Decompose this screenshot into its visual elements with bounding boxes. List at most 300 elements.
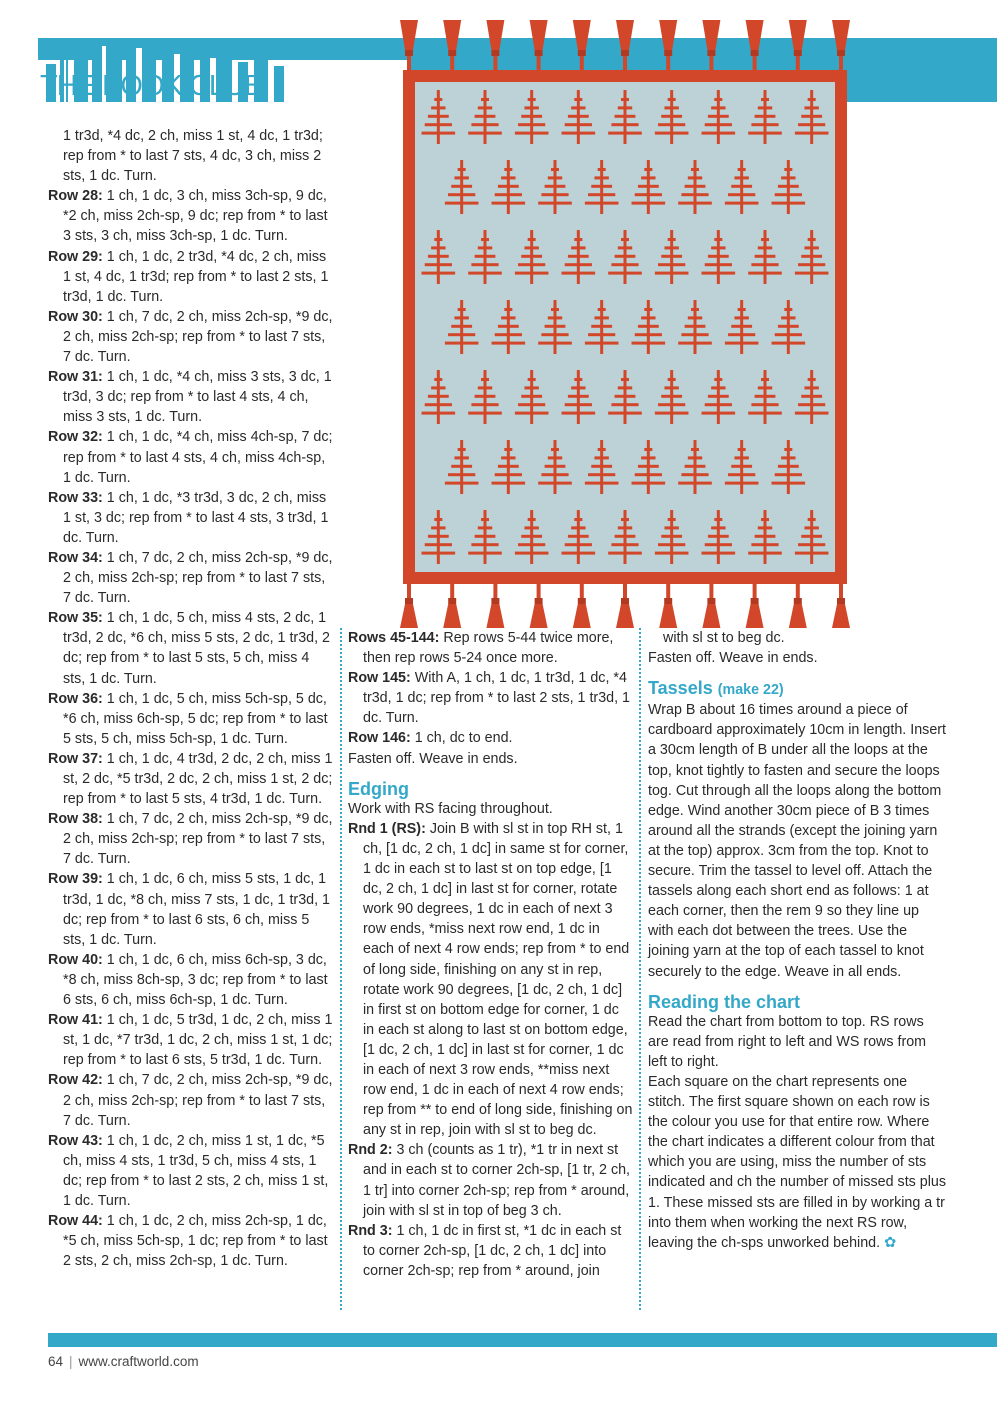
tree-branch (685, 465, 706, 468)
row-instruction-label: Row 37: (48, 750, 103, 767)
tassel (659, 584, 677, 628)
tassel-cord (450, 56, 454, 72)
tree-branch (451, 185, 472, 188)
tassel-strands (530, 20, 548, 50)
tree-branch (431, 106, 445, 109)
tree-branch (775, 193, 802, 196)
tree-branch (644, 448, 652, 451)
tree-branch (565, 123, 592, 126)
continued-row (48, 126, 333, 186)
tree-branch (565, 543, 592, 546)
tree-branch (528, 238, 536, 241)
tree-branch (548, 316, 562, 319)
row-instruction-label: Rows 45-144: (348, 630, 440, 646)
row-instruction-text: 1 ch, 7 dc, 2 ch, miss 2ch-sp, *9 dc, 2 ch, miss 2ch-sp; rep from * to last 7 sts, 7 dc. Turn. (63, 811, 333, 868)
tree-branch (501, 456, 515, 459)
tassel-cord (537, 56, 541, 72)
tree-branch (562, 272, 596, 275)
tassel-cord (580, 56, 584, 72)
tree-branch (611, 403, 638, 406)
tree-branch (691, 448, 699, 451)
tree-branch (668, 238, 676, 241)
row-instruction-label: Row 36: (48, 690, 103, 707)
tree-branch (658, 123, 685, 126)
tassel-knot (837, 598, 845, 604)
tree-branch (632, 342, 666, 345)
tree-branch (478, 106, 492, 109)
tree-branch (632, 482, 666, 485)
tassel (400, 20, 418, 72)
tree-branch (468, 552, 502, 555)
tree-branch (571, 526, 585, 529)
tree-branch (562, 132, 596, 135)
tree-branch (664, 246, 678, 249)
tree-branch (784, 308, 792, 311)
row-instruction-text: 1 ch, 1 dc, 2 tr3d, *4 dc, 2 ch, miss 1 st, 4 dc, 1 tr3d; rep from * to last 2 sts, 1 tr3d, 1 dc. Turn. (63, 248, 329, 305)
tassel-knot (664, 598, 672, 604)
tree-branch (475, 535, 496, 538)
tassel-cord (796, 56, 800, 72)
tree-branch (425, 403, 452, 406)
tassel-strands (659, 604, 677, 628)
tree-branch (451, 325, 472, 328)
row-instruction-label: Row 28: (48, 188, 103, 205)
tree-branch (478, 526, 492, 529)
tree-branch (608, 552, 642, 555)
tree-branch (598, 308, 606, 311)
column-2 (348, 628, 633, 1281)
row-instruction-text: 1 ch, dc to end. (410, 730, 513, 747)
tree-branch (685, 325, 706, 328)
row-instruction (48, 869, 333, 949)
tassel-strands (789, 604, 807, 628)
tree-branch (428, 255, 449, 258)
tree-branch (738, 448, 746, 451)
tree-branch (778, 325, 799, 328)
tree-branch (795, 412, 829, 415)
tree-branch (705, 123, 732, 126)
tree-branch (661, 535, 682, 538)
tree-branch (521, 115, 542, 118)
tassel-knot (621, 598, 629, 604)
tree-branch (538, 342, 572, 345)
row-instruction-label: Row 41: (48, 1012, 103, 1029)
tassels-instructions: Wrap B about 16 times around a piece of cardboard approximately 10cm in length. Insert a 30cm length of B under all the loops at the top, knot tightly to fasten and secure the loops tog. Cut through all the loops along the bottom edge. Wind another 30cm piece of B 3 times around all the strands (except the joining yarn at the top) approx. 3cm from the top. Knot to secure. Trim the tassel to level off. Attach the tassels along each short end as follows: 1 at each corner, then the rem 9 so they line up with each dot between the trees. Use the joining yarn at the top of each tassel to knot securely to the edge. Weave in all ends. (648, 702, 947, 980)
tree-branch (664, 106, 678, 109)
tree-branch (728, 333, 755, 336)
tree-branch (655, 412, 689, 415)
tree-branch (454, 176, 468, 179)
tassel-knot (491, 50, 499, 56)
tree-branch (471, 543, 498, 546)
tree-branch (714, 98, 722, 101)
tree-branch (761, 378, 769, 381)
tassel-knot (535, 50, 543, 56)
tree-branch (568, 535, 589, 538)
blanket-photo (395, 18, 855, 628)
tassel-strands (659, 20, 677, 50)
tree-branch (565, 403, 592, 406)
tree-branch (725, 342, 759, 345)
tassel-strands (702, 20, 720, 50)
tassel (789, 20, 807, 72)
tassel (616, 20, 634, 72)
tree-branch (618, 106, 632, 109)
tree-branch (798, 403, 825, 406)
tree-branch (688, 316, 702, 319)
fasten-off-text: Fasten off. Weave in ends. (348, 750, 518, 767)
tree-branch (731, 185, 752, 188)
tree-branch (518, 123, 545, 126)
row-instruction (348, 628, 633, 668)
tassel-strands (573, 604, 591, 628)
tree-branch (571, 386, 585, 389)
tassel-strands (443, 20, 461, 50)
tree-branch (471, 263, 498, 266)
tree-branch (585, 342, 619, 345)
tree-branch (748, 132, 782, 135)
tree-branch (738, 168, 746, 171)
column-1 (48, 126, 333, 1271)
tree-branch (428, 535, 449, 538)
tassel-cord (666, 56, 670, 72)
tree-branch (804, 526, 818, 529)
tree-branch (425, 543, 452, 546)
tree-branch (541, 193, 568, 196)
tree-branch (528, 518, 536, 521)
tree-branch (501, 176, 515, 179)
column-divider-1 (340, 628, 342, 1310)
round-instruction (348, 1221, 633, 1281)
row-instruction (348, 728, 633, 748)
tassel (530, 20, 548, 72)
footer (48, 1354, 199, 1369)
tree-branch (458, 448, 466, 451)
column-divider-2 (639, 628, 641, 1310)
tree-branch (504, 168, 512, 171)
bottom-tassels (400, 584, 850, 628)
tree-branch (751, 263, 778, 266)
tassel-knot (707, 598, 715, 604)
tree-branch (725, 482, 759, 485)
tree-branch (618, 526, 632, 529)
tree-branch (504, 448, 512, 451)
tree-branch (524, 386, 538, 389)
tree-branch (454, 316, 468, 319)
tree-branch (702, 412, 736, 415)
tree-branch (445, 202, 479, 205)
tree-branch (545, 465, 566, 468)
tree-branch (434, 98, 442, 101)
tree-branch (795, 132, 829, 135)
col2-rows (348, 628, 633, 749)
tree-branch (781, 176, 795, 179)
tree-branch (658, 543, 685, 546)
tree-branch (574, 98, 582, 101)
brand-title: THE BOOK CLUB (40, 70, 263, 102)
tree-branch (705, 403, 732, 406)
tree-branch (681, 333, 708, 336)
tree-branch (755, 115, 776, 118)
tree-branch (568, 395, 589, 398)
tree-branch (748, 552, 782, 555)
tree-branch (434, 518, 442, 521)
tassel (702, 584, 720, 628)
tree-branch (661, 395, 682, 398)
tree-branch (798, 263, 825, 266)
tree-branch (638, 465, 659, 468)
round-instruction-text: 1 ch, 1 dc in first st, *1 dc in each st to corner 2ch-sp, [1 dc, 2 ch, 1 dc] into corner 2ch-sp; rep from * around, join (363, 1222, 622, 1279)
tree-branch (568, 115, 589, 118)
tassel-knot (664, 50, 672, 56)
tree-branch (711, 246, 725, 249)
tassel (789, 584, 807, 628)
tree-branch (538, 202, 572, 205)
row-instruction-text: 1 ch, 1 dc, 4 tr3d, 2 dc, 2 ch, miss 1 st, 2 dc, *5 tr3d, 2 dc, 2 ch, miss 1 st, 2 dc; rep from * to last 5 sts, 4 tr3d, 1 dc. Turn. (63, 750, 333, 808)
row-instruction (48, 1211, 333, 1271)
tassel-cord (709, 584, 713, 598)
tree-branch (425, 123, 452, 126)
tree-branch (521, 395, 542, 398)
tree-branch (655, 552, 689, 555)
tree-branch (585, 482, 619, 485)
tree-branch (804, 246, 818, 249)
tassel-knot (535, 598, 543, 604)
tree-branch (641, 316, 655, 319)
tree-branch (611, 263, 638, 266)
tree-branch (574, 238, 582, 241)
tree-branch (618, 386, 632, 389)
row-instruction (48, 427, 333, 487)
tree-branch (495, 473, 522, 476)
tree-branch (434, 378, 442, 381)
tree-branch (644, 168, 652, 171)
tree-branch (481, 98, 489, 101)
tree-branch (621, 98, 629, 101)
tree-branch (688, 456, 702, 459)
row-instruction-label: Row 39: (48, 871, 103, 888)
tree-branch (714, 238, 722, 241)
tree-branch (755, 395, 776, 398)
tassel-cord (580, 584, 584, 598)
tree-branch (751, 123, 778, 126)
tree-branch (448, 333, 475, 336)
row-instruction-text: 1 ch, 1 dc, 6 ch, miss 5 sts, 1 dc, 1 tr3d, 1 dc, *8 ch, miss 7 sts, 1 dc, 1 tr3d, 1 dc; rep from * to last 6 sts, 6 ch, miss 5 sts, 1 dc. Turn. (63, 871, 330, 948)
tree-branch (524, 526, 538, 529)
tree-branch (521, 535, 542, 538)
tassel-cord (839, 584, 843, 598)
tree-branch (658, 403, 685, 406)
tree-branch (681, 473, 708, 476)
tree-branch (518, 403, 545, 406)
round-instruction (348, 819, 633, 1141)
tree-branch (808, 238, 816, 241)
tassel (400, 584, 418, 628)
tree-branch (635, 333, 662, 336)
tree-branch (688, 176, 702, 179)
tree-branch (798, 123, 825, 126)
tree-branch (528, 378, 536, 381)
tree-branch (708, 395, 729, 398)
row-instruction-label: Row 146: (348, 730, 411, 747)
tassel-cord (407, 56, 411, 72)
tree-branch (772, 202, 806, 205)
tree-branch (574, 518, 582, 521)
tree-branch (524, 106, 538, 109)
tree-branch (664, 526, 678, 529)
row-instruction-label: Row 31: (48, 369, 103, 386)
tree-branch (422, 272, 456, 275)
tree-branch (495, 193, 522, 196)
tree-branch (711, 386, 725, 389)
tassel-strands (530, 604, 548, 628)
tree-branch (588, 473, 615, 476)
tree-branch (615, 255, 636, 258)
tassel-strands (702, 604, 720, 628)
tree-branch (515, 272, 549, 275)
tree-branch (734, 456, 748, 459)
tree-branch (468, 412, 502, 415)
row-instruction (48, 247, 333, 307)
tree-branch (481, 378, 489, 381)
tassel-knot (837, 50, 845, 56)
tree-branch (635, 473, 662, 476)
tree-branch (702, 272, 736, 275)
round-instruction-label: Rnd 1 (RS): (348, 820, 426, 837)
tree-branch (574, 378, 582, 381)
tree-branch (428, 395, 449, 398)
tree-branch (591, 465, 612, 468)
tree-branch (664, 386, 678, 389)
tree-branch (761, 98, 769, 101)
col2-rounds (348, 819, 633, 1281)
tree-branch (772, 342, 806, 345)
tree-branch (758, 526, 772, 529)
row-instruction-text: With A, 1 ch, 1 dc, 1 tr3d, 1 dc, *4 tr3d, 1 dc; rep from * to last 2 sts, 1 tr3d, 1 dc. Turn. (363, 670, 630, 727)
fasten-off-text-2: Fasten off. Weave in ends. (648, 650, 818, 667)
tree-branch (804, 386, 818, 389)
tree-branch (428, 115, 449, 118)
round-instruction-text: 3 ch (counts as 1 tr), *1 tr in next st and in each st to corner 2ch-sp, [1 tr, 2 ch, 1 tr] into corner 2ch-sp; rep from * around, join with sl st in top of beg 3 ch. (363, 1142, 631, 1219)
tree-branch (804, 106, 818, 109)
tree-branch (621, 518, 629, 521)
tassel (616, 584, 634, 628)
row-instruction-text: Rep rows 5-44 twice more, then rep rows 5-24 once more. (363, 630, 614, 667)
row-instruction-label: Row 35: (48, 610, 103, 627)
tree-branch (538, 482, 572, 485)
tree-branch (668, 378, 676, 381)
tree-branch (775, 473, 802, 476)
tree-branch (655, 272, 689, 275)
tree-branch (608, 132, 642, 135)
tree-branch (728, 473, 755, 476)
tree-branch (528, 98, 536, 101)
website-link[interactable]: www.craftworld.com (78, 1354, 199, 1369)
tree-branch (478, 246, 492, 249)
tassel-strands (616, 20, 634, 50)
row-instruction-label: Row 42: (48, 1072, 103, 1089)
row-instruction-label: Row 34: (48, 549, 103, 566)
row-instruction-text: 1 ch, 7 dc, 2 ch, miss 2ch-sp, *9 dc, 2 ch, miss 2ch-sp; rep from * to last 7 sts, 7 dc. Turn. (63, 308, 333, 366)
tree-branch (801, 535, 822, 538)
row-instruction (48, 1070, 333, 1130)
row-instruction (48, 809, 333, 869)
tree-branch (691, 168, 699, 171)
tassel-cord (796, 584, 800, 598)
edging-heading: Edging (348, 778, 409, 799)
tree-branch (434, 238, 442, 241)
tassel-cord (407, 584, 411, 598)
tassel-strands (746, 20, 764, 50)
tree-branch (781, 316, 795, 319)
tassel-knot (751, 598, 759, 604)
tree-branch (504, 308, 512, 311)
tree-branch (431, 386, 445, 389)
tree-branch (661, 255, 682, 258)
tree-branch (518, 543, 545, 546)
tree-branch (748, 272, 782, 275)
tree-branch (448, 473, 475, 476)
tassel (832, 584, 850, 628)
tree-branch (471, 123, 498, 126)
tree-branch (448, 193, 475, 196)
tree-branch (594, 176, 608, 179)
tree-branch (758, 106, 772, 109)
tree-branch (702, 132, 736, 135)
tree-branch (481, 238, 489, 241)
tassel-knot (751, 50, 759, 56)
tree-branch (795, 552, 829, 555)
tree-branch (621, 238, 629, 241)
tree-branch (478, 386, 492, 389)
tree-branch (668, 518, 676, 521)
tree-branch (808, 378, 816, 381)
tree-branch (588, 333, 615, 336)
tree-branch (545, 325, 566, 328)
tree-branch (598, 168, 606, 171)
tree-branch (551, 168, 559, 171)
tree-branch (551, 448, 559, 451)
tree-branch (422, 132, 456, 135)
tree-branch (655, 132, 689, 135)
end-mark-icon: ✿ (884, 1234, 897, 1251)
tassel-cord (753, 584, 757, 598)
tree-branch (611, 123, 638, 126)
tassel-strands (400, 604, 418, 628)
tree-branch (594, 316, 608, 319)
tassel (486, 20, 504, 72)
row-instruction-label: Row 29: (48, 248, 103, 265)
round-instruction-label: Rnd 2: (348, 1142, 393, 1159)
tree-branch (798, 543, 825, 546)
tree-branch (801, 395, 822, 398)
tassels-count: (make 22) (717, 682, 784, 699)
tree-branch (498, 325, 519, 328)
tree-branch (615, 395, 636, 398)
tassel-knot (794, 50, 802, 56)
tree-branch (772, 482, 806, 485)
tree-branch (521, 255, 542, 258)
tassel-cord (537, 584, 541, 598)
tassel-cord (493, 56, 497, 72)
tree-branch (734, 176, 748, 179)
row-instruction (48, 1131, 333, 1211)
tassel-cord (450, 584, 454, 598)
tree-branch (615, 535, 636, 538)
tree-branch (731, 465, 752, 468)
tree-branch (678, 202, 712, 205)
tassel (702, 20, 720, 72)
